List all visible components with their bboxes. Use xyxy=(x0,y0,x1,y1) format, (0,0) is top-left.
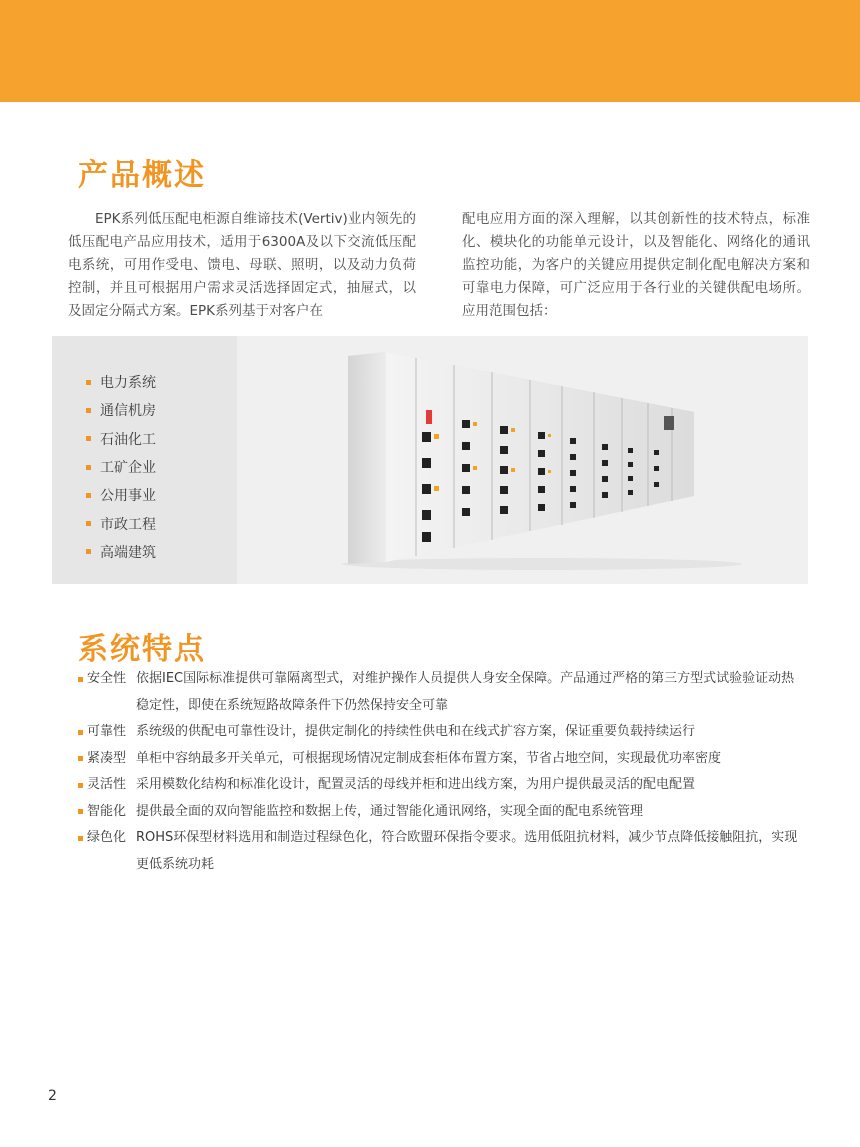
top-banner xyxy=(0,0,860,102)
list-item xyxy=(78,772,798,799)
feature-name: 智能化 xyxy=(87,803,127,819)
feature-description: ROHS环保型材料选用和制造过程绿色化，符合欧盟环保指令要求。选用低阻抗材料，减少节点降低接触阻抗，实现更低系统功耗 xyxy=(136,830,798,872)
feature-description: 提供最全面的双向智能监控和数据上传，通过智能化通讯网络，实现全面的配电系统管理 xyxy=(136,803,644,819)
feature-description: 单柜中容纳最多开关单元，可根据现场情况定制成套柜体布置方案，节省占地空间，实现最优功率密度 xyxy=(136,750,722,766)
feature-name: 紧凑型 xyxy=(87,750,127,766)
page-number: 2 xyxy=(48,1088,57,1104)
list-item: 石油化工 xyxy=(86,425,156,453)
bullet-icon xyxy=(78,756,83,761)
bullet-icon xyxy=(86,436,91,441)
list-item xyxy=(78,825,798,878)
list-item xyxy=(78,666,798,719)
feature-description: 采用模数化结构和标准化设计，配置灵活的母线并柜和进出线方案，为用户提供最灵活的配电配置 xyxy=(136,777,696,792)
application-list xyxy=(86,368,156,566)
overview-paragraph-right: 配电应用方面的深入理解，以其创新性的技术特点，标准化、模块化的功能单元设计，以及智能化、网络化的通讯监控功能，为客户的关键应用提供定制化配电解决方案和可靠电力保障，可广泛应用于各行业的关键供配电场所。应用范围包括： xyxy=(462,211,810,319)
overview-paragraph-left: EPK系列低压配电柜源自维谛技术(Vertiv)业内领先的低压配电产品应用技术，适用于6300A及以下交流低压配电系统，可用作受电、馈电、母联、照明，以及动力负荷控制，并且可根据用户需求灵活选择固定式，抽屉式，以及固定分隔式方案。EPK系列基于对客户在 xyxy=(68,211,416,319)
bullet-icon xyxy=(86,408,91,413)
bullet-icon xyxy=(78,783,83,788)
feature-name: 灵活性 xyxy=(87,777,127,792)
list-item: 市政工程 xyxy=(86,509,156,537)
bullet-icon xyxy=(78,730,83,735)
overview-title: 产品概述 xyxy=(78,158,206,193)
application-panel xyxy=(52,336,808,584)
feature-description: 系统级的供配电可靠性设计，提供定制化的持续性供电和在线式扩容方案，保证重要负载持续运行 xyxy=(136,724,696,739)
list-item: 高端建筑 xyxy=(86,538,156,566)
feature-name: 安全性 xyxy=(87,671,127,686)
list-item: 电力系统 xyxy=(86,368,156,396)
list-item: 工矿企业 xyxy=(86,453,156,481)
bullet-icon xyxy=(78,677,83,682)
features-title: 系统特点 xyxy=(78,632,206,667)
bullet-icon xyxy=(86,549,91,554)
bullet-icon xyxy=(78,809,83,814)
feature-name: 可靠性 xyxy=(87,724,127,739)
switchgear-cabinet-image xyxy=(342,350,752,572)
application-list-background xyxy=(52,336,237,584)
bullet-icon xyxy=(86,380,91,385)
list-item xyxy=(78,799,798,826)
list-item: 公用事业 xyxy=(86,481,156,509)
list-item: 通信机房 xyxy=(86,396,156,424)
list-item xyxy=(78,719,798,746)
feature-description: 依据IEC国际标准提供可靠隔离型式，对维护操作人员提供人身安全保障。产品通过严格的第三方型式试验验证动热稳定性，即使在系统短路故障条件下仍然保持安全可靠 xyxy=(136,671,795,713)
bullet-icon xyxy=(86,465,91,470)
feature-list xyxy=(78,666,798,878)
bullet-icon xyxy=(78,836,83,841)
feature-name: 绿色化 xyxy=(87,830,127,845)
list-item xyxy=(78,746,798,773)
bullet-icon xyxy=(86,521,91,526)
bullet-icon xyxy=(86,493,91,498)
